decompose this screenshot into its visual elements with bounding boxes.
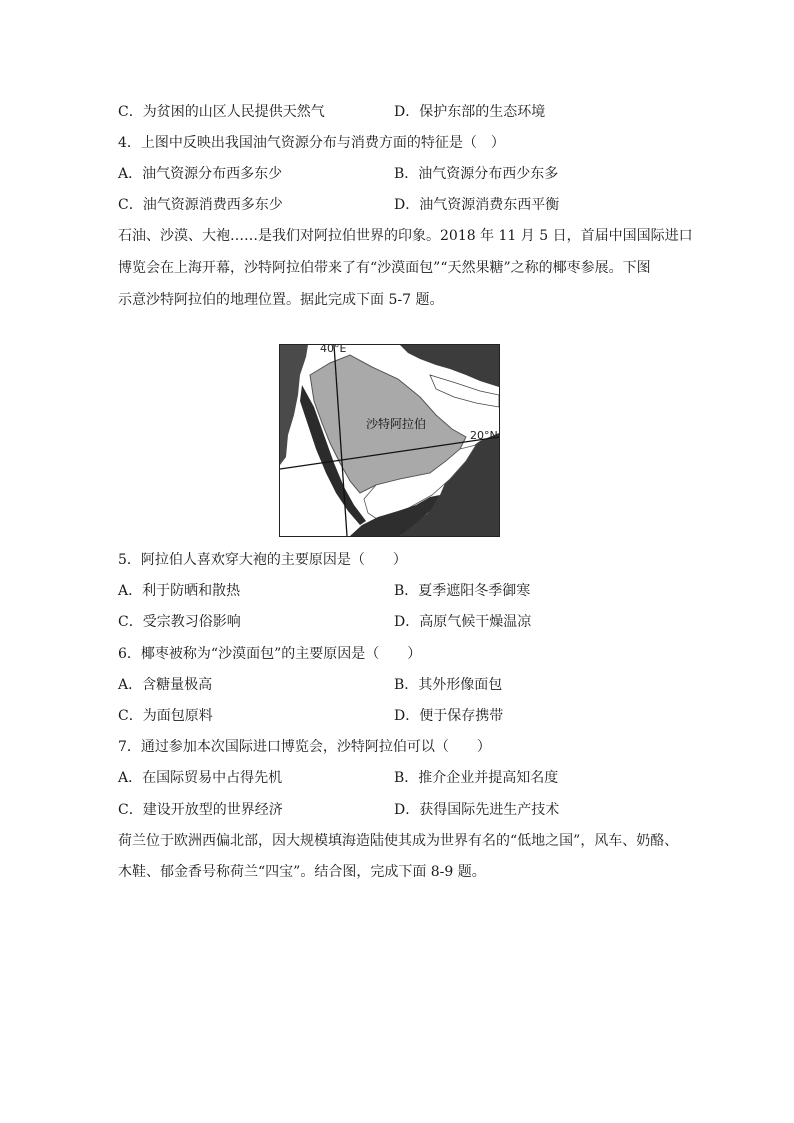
q4-option-d: D．油气资源消费东西平衡: [394, 197, 560, 213]
q5-option-c: C．受宗教习俗影响: [118, 614, 241, 630]
q5-option-b: B．夏季遮阳冬季御寒: [394, 583, 531, 599]
q6-stem: 6．椰枣被称为“沙漠面包”的主要原因是（ ）: [118, 646, 422, 662]
passage2-line-2: 木鞋、郁金香号称荷兰“四宝”。结合图，完成下面 8-9 题。: [118, 864, 486, 880]
q7-option-d: D．获得国际先进生产技术: [394, 802, 560, 818]
q7-stem: 7．通过参加本次国际进口博览会，沙特阿拉伯可以（ ）: [118, 739, 491, 755]
q7-option-b: B．推介企业并提高知名度: [394, 770, 559, 786]
q5-stem: 5．阿拉伯人喜欢穿大袍的主要原因是（ ）: [118, 552, 407, 568]
q4-stem: 4．上图中反映出我国油气资源分布与消费方面的特征是（ ）: [118, 135, 505, 151]
q4-option-b: B．油气资源分布西少东多: [394, 166, 559, 182]
q7-option-c: C．建设开放型的世界经济: [118, 802, 283, 818]
q5-option-d: D．高原气候干燥温凉: [394, 614, 532, 630]
saudi-arabia-map: [279, 344, 500, 537]
map-graphic: [280, 345, 499, 536]
passage2-line-1: 荷兰位于欧洲西偏北部，因大规模填海造陆使其成为世界有名的“低地之国”，风车、奶酪、: [118, 833, 679, 849]
q6-option-c: C．为面包原料: [118, 708, 213, 724]
passage1-line-1: 石油、沙漠、大袍……是我们对阿拉伯世界的印象。2018 年 11 月 5 日，首届中国国际进口: [118, 228, 693, 244]
q7-option-a: A．在国际贸易中占得先机: [118, 770, 283, 786]
country-label: 沙特阿拉伯: [366, 417, 427, 431]
q5-option-a: A．利于防晒和散热: [118, 583, 241, 599]
q4-option-c: C．油气资源消费西多东少: [118, 197, 283, 213]
q6-option-d: D．便于保存携带: [394, 708, 504, 724]
longitude-label: 40°E: [320, 344, 347, 355]
q3-option-d: D．保护东部的生态环境: [394, 104, 546, 120]
q3-option-c: C．为贫困的山区人民提供天然气: [118, 104, 325, 120]
passage1-line-2: 博览会在上海开幕，沙特阿拉伯带来了有“沙漠面包”“天然果糖”之称的椰枣参展。下图: [118, 260, 651, 276]
passage1-line-3: 示意沙特阿拉伯的地理位置。据此完成下面 5-7 题。: [118, 292, 444, 308]
latitude-label: 20°N: [470, 429, 498, 442]
q4-option-a: A．油气资源分布西多东少: [118, 166, 283, 182]
q6-option-a: A．含糖量极高: [118, 677, 213, 693]
q6-option-b: B．其外形像面包: [394, 677, 503, 693]
